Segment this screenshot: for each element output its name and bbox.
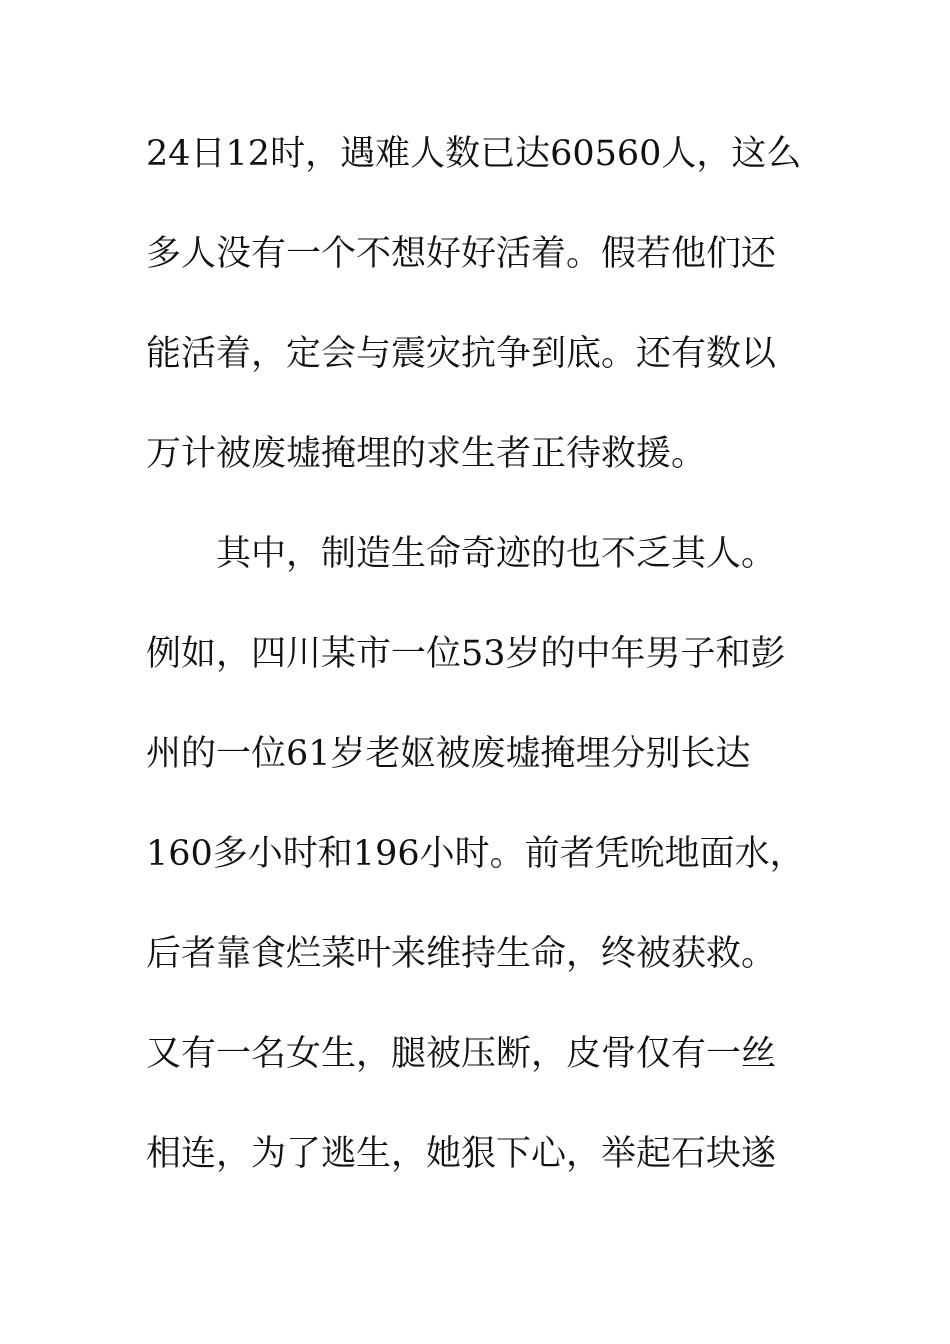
text-line: 州的一位61岁老妪被废墟掩埋分别长达 <box>146 734 751 774</box>
text-line: 万计被废墟掩埋的求生者正待救援。 <box>146 434 707 474</box>
text-line: 相连，为了逃生，她狠下心，举起石块遂 <box>146 1134 777 1174</box>
text-line: 24日12时，遇难人数已达60560人，这么 <box>146 134 802 174</box>
text-line: 多人没有一个不想好好活着。假若他们还 <box>146 234 777 274</box>
body-text <box>146 126 806 1226</box>
text-line: 例如，四川某市一位53岁的中年男子和彭 <box>146 634 786 674</box>
text-line: 后者靠食烂菜叶来维持生命，终被获救。 <box>146 934 777 974</box>
text-line: 能活着，定会与震灾抗争到底。还有数以 <box>146 334 777 374</box>
text-line: 160多小时和196小时。前者凭吮地面水， <box>146 834 805 874</box>
paragraph-first-line: 其中，制造生命奇迹的也不乏其人。 <box>216 534 777 574</box>
text-line: 又有一名女生，腿被压断，皮骨仅有一丝 <box>146 1034 777 1074</box>
